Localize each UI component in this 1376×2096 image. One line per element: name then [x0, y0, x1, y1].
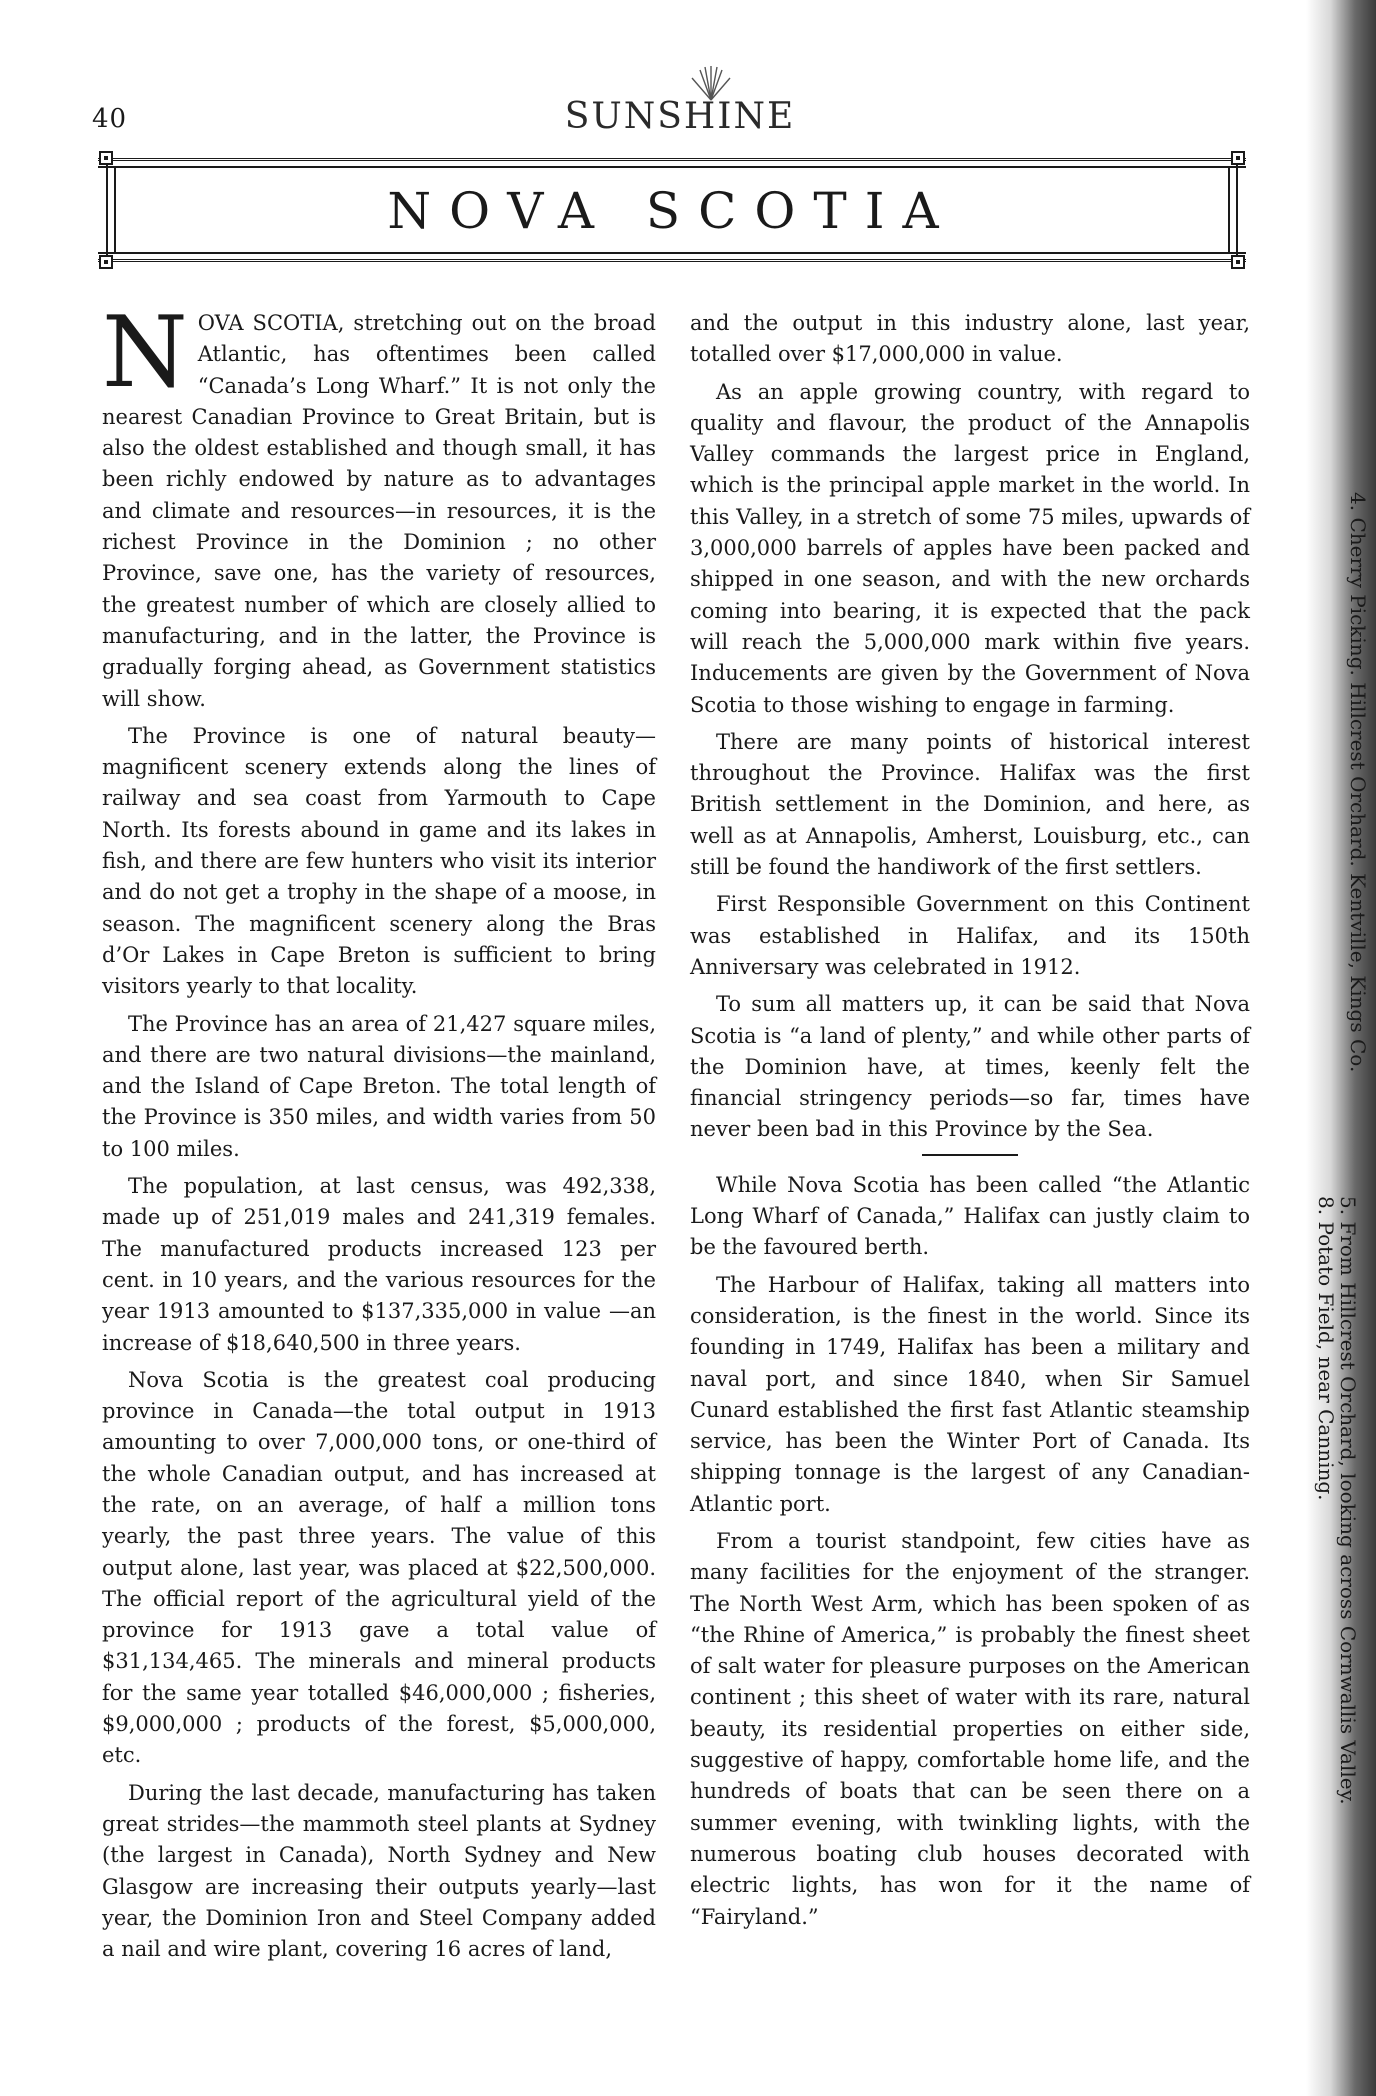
paragraph: There are many points of historical interest throughout the Province. Halifax was the first British settlement in the Dominion, and here, as well as at Annapolis, Amherst, Louisburg, etc., can still be found the handiwork of the first settlers.: [690, 729, 1250, 880]
frame-corner-ornament: [1231, 255, 1245, 269]
paragraph: While Nova Scotia has been called “the Atlantic Long Wharf of Canada,” Halifax can justly claim to be the favoured berth.: [690, 1172, 1250, 1260]
drop-cap: N: [102, 296, 188, 410]
paragraph: NOVA SCOTIA, stretching out on the broad Atlantic, has oftentimes been called “Canada’s Long Wharf.” It is not only the nearest Canadian Province to Great Britain, but is also the oldest established and though small, it has been richly endowed by nature as to advantages and climate and resources—in resources, it is the richest Province in the Dominion ; no other Province, save one, has the variety of resources, the greatest number of which are closely allied to manufacturing, and in the latter, the Province is gradually forging ahead, as Government statistics will show.: [102, 296, 656, 711]
right-column: [690, 308, 1250, 1939]
frame-corner-ornament: [99, 255, 113, 269]
paragraph: From a tourist standpoint, few cities have as many facilities for the enjoyment of the stranger. The North West Arm, which has been spoken of as “the Rhine of America,” is probably the finest sheet of salt water for pleasure purposes on the American continent ; this sheet of water with its rare, natural beauty, its residential properties on either side, suggestive of happy, comfortable home life, and the hundreds of boats that can be seen there on a summer evening, with twinkling lights, with the numerous boating club houses decorated with electric lights, has won for it the name of “Fairyland.”: [690, 1528, 1250, 1929]
paragraph: The population, at last census, was 492,338, made up of 251,019 males and 241,319 females. The manufactured products increased 123 per cent. in 10 years, and the various resources for the year 1913 amounted to $137,335,000 in value —an increase of $18,640,500 in three years.: [102, 1174, 656, 1355]
frame-corner-ornament: [99, 151, 113, 165]
photo-caption: 5. From Hillcrest Orchard, looking across Cornwallis Valley.: [1336, 1196, 1360, 1805]
masthead: SUNSHINE: [564, 96, 796, 137]
frame-corner-ornament: [1231, 151, 1245, 165]
paragraph: The Harbour of Halifax, taking all matters into consideration, is the finest in the world. Since its founding in 1749, Halifax has been a military and naval port, and since 1840, when Sir Samuel Cunard established the first fast Atlantic steamship service, has been the Winter Port of Canada. Its shipping tonnage is the largest of any Canadian-Atlantic port.: [690, 1272, 1250, 1516]
photo-caption: 8. Potato Field, near Canning.: [1314, 1196, 1338, 1501]
paragraph: To sum all matters up, it can be said that Nova Scotia is “a land of plenty,” and while other parts of the Dominion have, at times, keenly felt the financial stringency periods—so far, times have never been bad in this Province by the Sea.: [690, 992, 1250, 1142]
left-column: [102, 296, 656, 1971]
paragraph: As an apple growing country, with regard to quality and flavour, the product of the Annapolis Valley commands the largest price in England, which is the principal apple market in the world. In this Valley, in a stretch of some 75 miles, upwards of 3,000,000 barrels of apples have been packed and shipped in one season, and with the new orchards coming into bearing, it is expected that the pack will reach the 5,000,000 mark within five years. Inducements are given by the Government of Nova Scotia to those wishing to engage in farming.: [690, 379, 1251, 717]
paragraph: During the last decade, manufacturing has taken great strides—the mammoth steel plants at Sydney (the largest in Canada), North Sydney and New Glasgow are increasing their outputs yearly—last year, the Dominion Iron and Steel Company added a nail and wire plant, covering 16 acres of land,: [102, 1780, 656, 1962]
section-divider: [922, 1154, 1018, 1156]
paragraph: Nova Scotia is the greatest coal producing province in Canada—the total output in 1913 amounting to over 7,000,000 tons, or one-third of the whole Canadian output, and has increased at the rate, on an average, of half a million tons yearly, the past three years. The value of this output alone, last year, was placed at $22,500,000. The official report of the agricultural yield of the province for 1913 gave a total value of $31,134,465. The minerals and mineral products for the same year totalled $46,000,000 ; fisheries, $9,000,000 ; products of the forest, $5,000,000, etc.: [102, 1367, 656, 1768]
paragraph: The Province has an area of 21,427 square miles, and there are two natural divisions—the mainland, and the Island of Cape Breton. The total length of the Province is 350 miles, and width varies from 50 to 100 miles.: [102, 1011, 656, 1161]
article-title: NOVA SCOTIA: [387, 182, 957, 240]
paragraph: The Province is one of natural beauty—magnificent scenery extends along the lines of railway and sea coast from Yarmouth to Cape North. Its forests abound in game and its lakes in fish, and there are few hunters who visit its interior and do not get a trophy in the shape of a moose, in season. The magnificent scenery along the Bras d’Or Lakes in Cape Breton is sufficient to bring visitors yearly to that locality.: [102, 723, 656, 999]
paragraph: First Responsible Government on this Continent was established in Halifax, and its 150th Anniversary was celebrated in 1912.: [690, 892, 1250, 979]
photo-caption: 4. Cherry Picking. Hillcrest Orchard. Kentville, Kings Co.: [1346, 492, 1370, 1073]
page-number: 40: [92, 104, 128, 134]
paragraph: and the output in this industry alone, last year, totalled over $17,000,000 in value.: [690, 311, 1250, 367]
title-frame: [98, 158, 1246, 262]
